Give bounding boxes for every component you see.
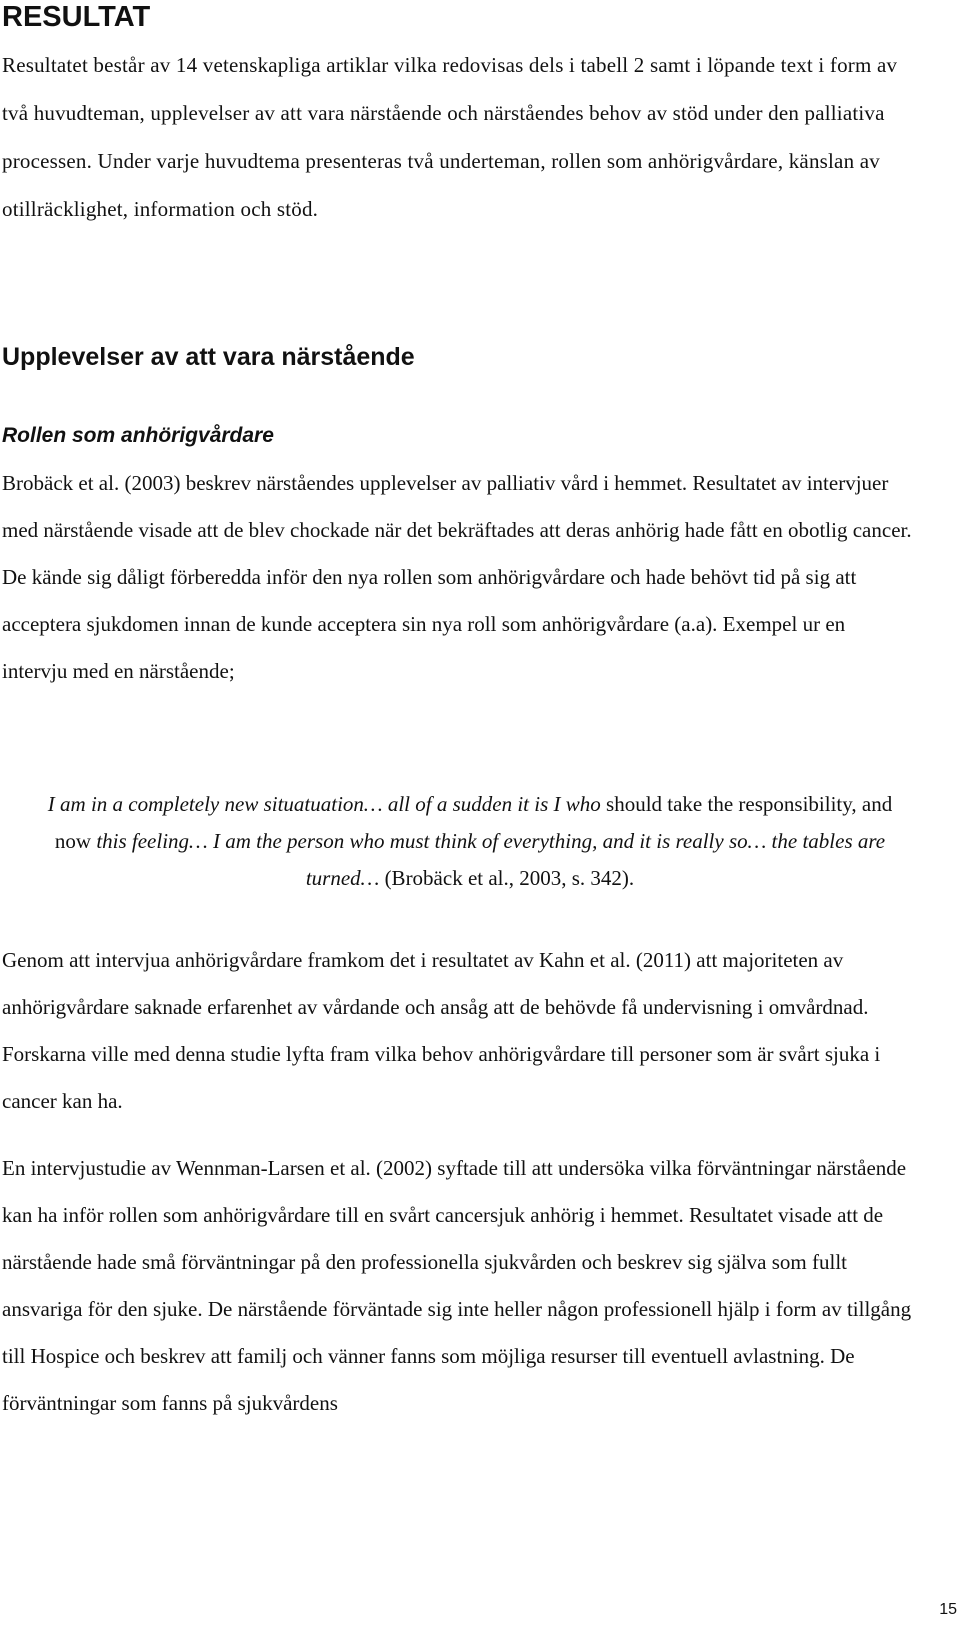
- page-number: 15: [939, 1601, 957, 1618]
- quote-plain-1: should take the responsibility, and now: [54, 792, 893, 853]
- subsection-title: Rollen som anhörigvårdare: [2, 424, 274, 447]
- quote-italic-1: I am in a completely new situatuation… all of a sudden it is I who: [47, 792, 601, 816]
- body-paragraph-2: Genom att intervjua anhörigvårdare framkom det i resultatet av Kahn et al. (2011) att majoriteten av anhörigvårdare saknade erfarenhet av vårdande och ansåg att de behövde få undervisning i omvårdnad. Forskarna ville med denna studie lyfta fram vilka behov anhörigvårdare till personer som är svårt sjuka i cancer kan ha.: [2, 948, 881, 1113]
- body-paragraph-1: Brobäck et al. (2003) beskrev närståendes upplevelser av palliativ vård i hemmet. Resultatet av intervjuer med närstående visade att de blev chockade när det bekräftades att deras anhörig hade fått en obotlig cancer. De kände sig dåligt förberedda inför den nya rollen som anhörigvårdare och hade behövt tid på sig att acceptera sjukdomen innan de kunde acceptera sin nya roll som anhörigvårdare (a.a). Exempel ur en intervju med en närstående;: [2, 471, 912, 683]
- interview-quote: [30, 786, 910, 897]
- quote-citation: (Brobäck et al., 2003, s. 342).: [379, 866, 635, 890]
- intro-paragraph: Resultatet består av 14 vetenskapliga artiklar vilka redovisas dels i tabell 2 samt i löpande text i form av två huvudteman, upplevelser av att vara närstående och närståendes behov av stöd under den palliativa processen. Under varje huvudtema presenteras två underteman, rollen som anhörigvårdare, känslan av otillräcklighet, information och stöd.: [2, 53, 898, 221]
- page-heading: RESULTAT: [2, 1, 151, 33]
- quote-italic-2: this feeling… I am the person who must think of everything, and it is really so… the tables are turned…: [96, 829, 886, 890]
- section-title: Upplevelser av att vara närstående: [2, 343, 415, 371]
- body-paragraph-3: En intervjustudie av Wennman-Larsen et al. (2002) syftade till att undersöka vilka förväntningar närstående kan ha inför rollen som anhörigvårdare till en svårt cancersjuk anhörig i hemmet. Resultatet visade att de närstående hade små förväntningar på den professionella sjukvården och beskrev sig själva som fullt ansvariga för den sjuke. De närstående förväntade sig inte heller någon professionell hjälp i form av tillgång till Hospice och beskrev att familj och vänner fanns som möjliga resurser till eventuell avlastning. De förväntningar som fanns på sjukvårdens: [2, 1156, 912, 1415]
